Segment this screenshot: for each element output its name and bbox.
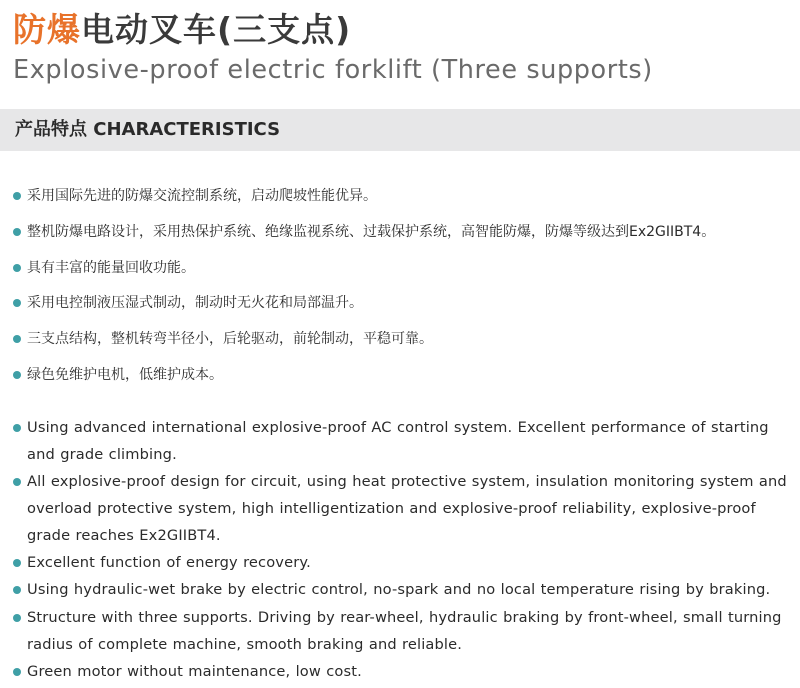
feature-cn-text: 三支点结构，整机转弯半径小，后轮驱动，前轮制动，平稳可靠。 [27, 331, 433, 347]
bullet-dot-icon [13, 371, 21, 379]
feature-cn-text: 采用国际先进的防爆交流控制系统，启动爬坡性能优异。 [27, 188, 377, 204]
page-title-accent: 防爆 [13, 10, 81, 49]
feature-en-text: Green motor without maintenance, low cost. [27, 663, 362, 680]
bullet-dot-icon [13, 668, 21, 676]
feature-cn-text: 具有丰富的能量回收功能。 [27, 260, 195, 276]
bullet-dot-icon [13, 299, 21, 307]
feature-en-text: Structure with three supports. Driving by rear-wheel, hydraulic braking by front-wheel, small turning radius of complete machine, smooth braking and reliable. [27, 609, 782, 653]
page-title-main: 电动叉车(三支点) [81, 10, 352, 49]
feature-en-text: All explosive-proof design for circuit, using heat protective system, insulation monitoring system and overload protective system, high intelligentization and explosive-proof reliability, explosive-proof grade reaches Ex2GIIBT4. [27, 473, 787, 544]
page-title-cn [13, 6, 351, 54]
section-header-bar [0, 109, 800, 151]
bullet-dot-icon [13, 559, 21, 567]
bullet-dot-icon [13, 264, 21, 272]
page-title-en: Explosive-proof electric forklift (Three supports) [13, 55, 653, 85]
bullet-dot-icon [13, 335, 21, 343]
feature-en-text: Using advanced international explosive-proof AC control system. Excellent performance of starting and grade climbing. [27, 419, 769, 463]
bullet-dot-icon [13, 228, 21, 236]
feature-en-text: Using hydraulic-wet brake by electric control, no-spark and no local temperature rising by braking. [27, 581, 771, 598]
feature-cn-text: 整机防爆电路设计，采用热保护系统、绝缘监视系统、过载保护系统，高智能防爆，防爆等级达到Ex2GIIBT4。 [27, 224, 716, 240]
bullet-dot-icon [13, 424, 21, 432]
feature-en-text: Excellent function of energy recovery. [27, 554, 311, 571]
bullet-dot-icon [13, 478, 21, 486]
bullet-dot-icon [13, 192, 21, 200]
bullet-dot-icon [13, 614, 21, 622]
feature-cn-text: 采用电控制液压湿式制动，制动时无火花和局部温升。 [27, 295, 363, 311]
feature-cn-text: 绿色免维护电机，低维护成本。 [27, 367, 223, 383]
bullet-dot-icon [13, 586, 21, 594]
section-title: 产品特点 CHARACTERISTICS [15, 119, 281, 140]
